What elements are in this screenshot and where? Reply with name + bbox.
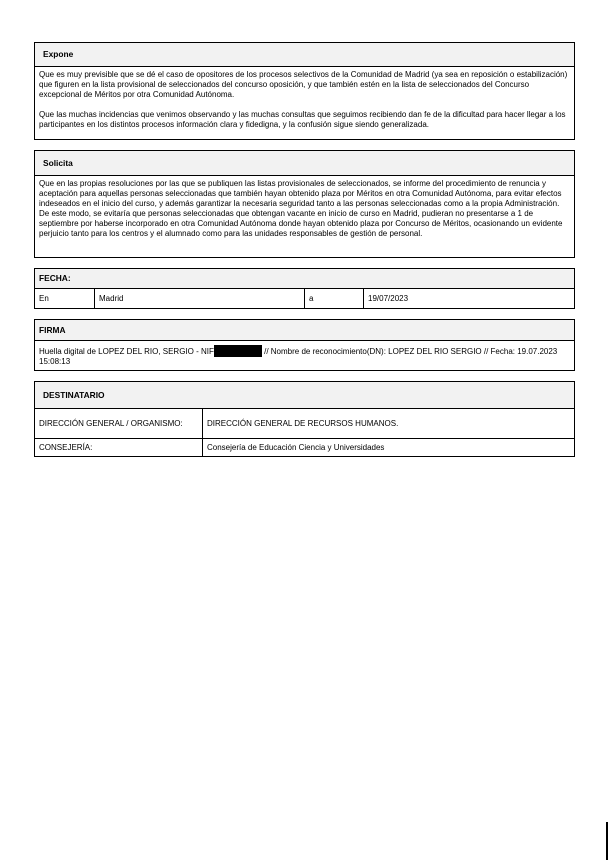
- solicita-paragraph: Que en las propias resoluciones por las que se publiquen las listas provisionales de seleccionados, se informe del procedimiento de renuncia y aceptación para aquellas personas seleccionadas que también hayan obtenido plaza por Méritos en otra Comunidad Autónoma, para evitar efectos indeseados en el inicio del curso, y además garantizar la necesaria seguridad tanto a las personas seleccionadas como a la propia Administración. De este modo, se evitaría que personas seleccionadas que obtengan vacante en inicio de curso en Madrid, pudieran no presentarse a 1 de septiembre por haberse incorporado en otra Comunidad Autónoma donde hayan obtenido plaza por Concurso de Méritos, ocasionando un evidente perjuicio tanto para los centros y el alumnado como para las unidades responsables de gestión de personal.: [39, 179, 563, 238]
- destinatario-title: DESTINATARIO: [35, 382, 574, 409]
- expone-body: [35, 67, 574, 133]
- firma-text-before: Huella digital de LOPEZ DEL RIO, SERGIO - NIF: [39, 347, 214, 356]
- expone-paragraph-2: Que las muchas incidencias que venimos observando y las muchas consultas que seguimos recibiendo dan fe de la dificultad para hacer llegar a los participantes en los distintos procesos información clara y fidedigna, y la confusión sigue siendo generalizada.: [39, 110, 566, 129]
- firma-text-after: // Nombre de reconocimiento(DN): LOPEZ DEL RIO SERGIO // Fecha: 19.07.2023 15:08:13: [39, 347, 558, 366]
- expone-title: Expone: [35, 43, 574, 67]
- organismo-label: DIRECCIÓN GENERAL / ORGANISMO:: [35, 409, 203, 438]
- firma-title: FIRMA: [35, 320, 574, 341]
- expone-section: [34, 42, 575, 140]
- fecha-en-label: En: [35, 289, 95, 308]
- fecha-a-label: a: [305, 289, 364, 308]
- solicita-section: [34, 150, 575, 258]
- organismo-value: DIRECCIÓN GENERAL DE RECURSOS HUMANOS.: [207, 418, 399, 428]
- fecha-row: [35, 289, 574, 308]
- fecha-date: 19/07/2023: [368, 293, 409, 303]
- firma-section: [34, 319, 575, 371]
- solicita-body: [35, 176, 574, 242]
- fecha-section: [34, 268, 575, 309]
- firma-body: [35, 341, 574, 371]
- destinatario-section: [34, 381, 575, 457]
- consejeria-label: CONSEJERÍA:: [35, 439, 203, 456]
- destinatario-row-consejeria: [35, 438, 574, 456]
- expone-paragraph-1: Que es muy previsible que se dé el caso de opositores de los procesos selectivos de la Comunidad de Madrid (ya sea en reposición o estabilización) que figuren en la lista provisional de seleccionados del concurso oposición, y que también estén en la lista de seleccionados del Concurso excepcional de Méritos por otra Comunidad Autónoma.: [39, 70, 568, 99]
- destinatario-row-organismo: [35, 409, 574, 438]
- consejeria-value: Consejería de Educación Ciencia y Universidades: [207, 442, 385, 452]
- redacted-nif: [214, 345, 262, 357]
- fecha-city: Madrid: [95, 289, 305, 308]
- fecha-title: FECHA:: [35, 269, 574, 289]
- solicita-title: Solicita: [35, 151, 574, 176]
- page-edge-mark: [606, 822, 608, 860]
